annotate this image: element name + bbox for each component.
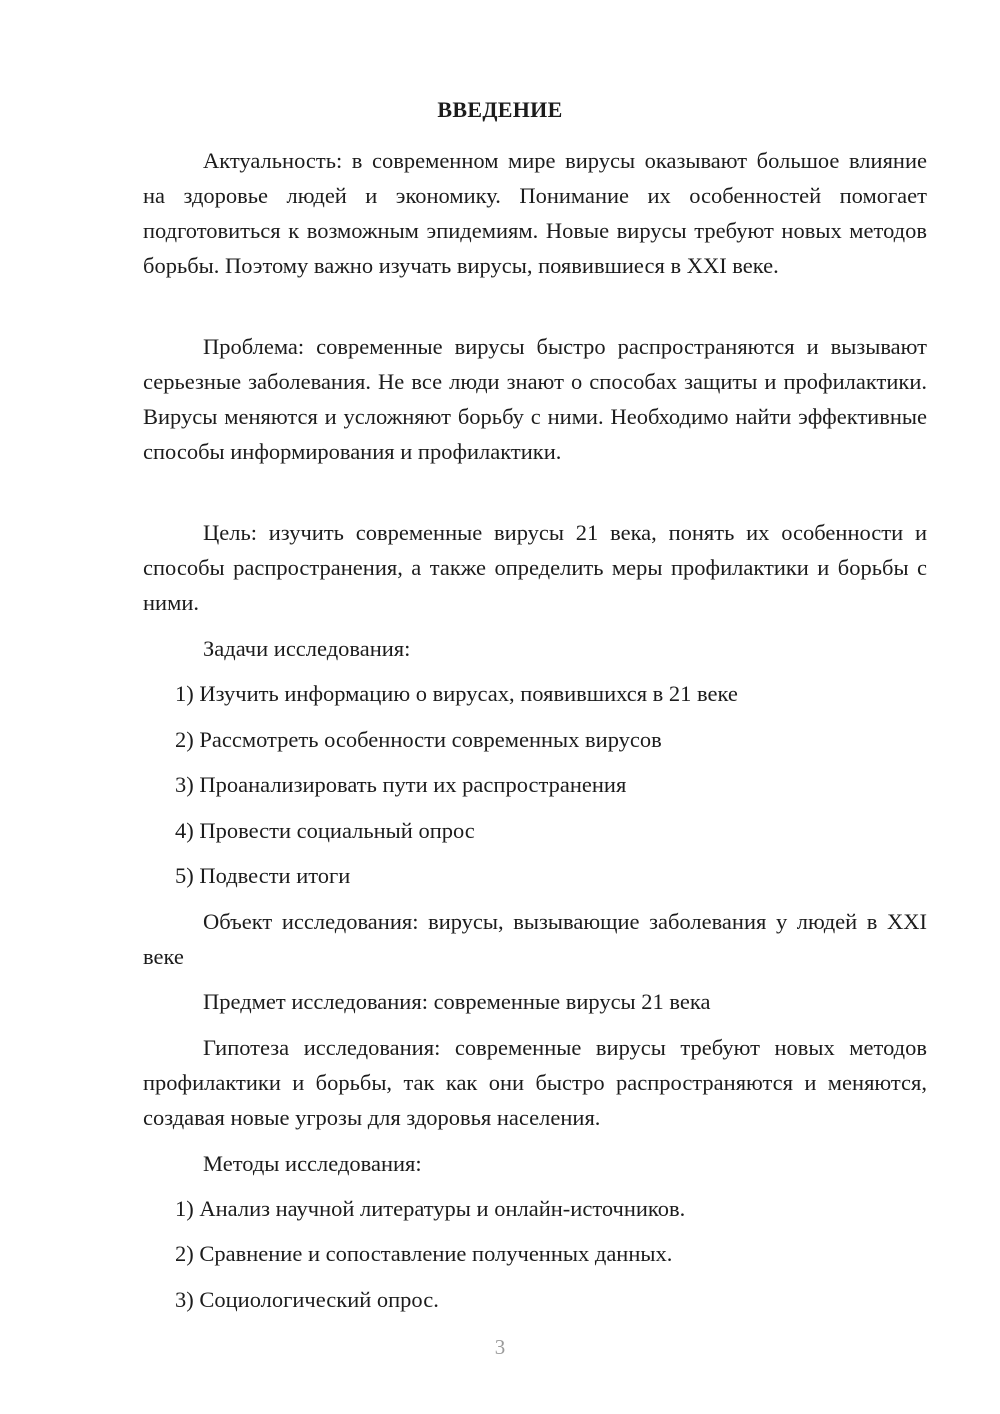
method-item: 3) Социологический опрос. [175, 1287, 439, 1312]
methods-heading: Методы исследования: [203, 1151, 422, 1176]
hypothesis-paragraph [143, 1030, 927, 1135]
tasks-heading: Задачи исследования: [203, 636, 411, 661]
task-item: 4) Провести социальный опрос [175, 818, 475, 843]
object-paragraph [143, 904, 927, 974]
page-title: ВВЕДЕНИЕ [437, 97, 563, 122]
object-text: Объект исследования: вирусы, вызывающие заболевания у людей в XXI веке [143, 909, 927, 969]
task-item: 3) Проанализировать пути их распространения [175, 772, 627, 797]
method-item: 1) Анализ научной литературы и онлайн-источников. [175, 1196, 686, 1221]
relevance-paragraph [143, 143, 927, 283]
subject-text: Предмет исследования: современные вирусы 21 века [203, 989, 711, 1014]
task-item: 1) Изучить информацию о вирусах, появившихся в 21 веке [175, 681, 738, 706]
relevance-text: Актуальность: в современном мире вирусы оказывают большое влияние на здоровье людей и экономику. Понимание их особенностей помогает подготовиться к возможным эпидемиям. Новые вирусы требуют новых методов борьбы. Поэтому важно изучать вирусы, появившиеся в XXI веке. [143, 148, 927, 278]
task-item: 2) Рассмотреть особенности современных вирусов [175, 727, 662, 752]
problem-text: Проблема: современные вирусы быстро распространяются и вызывают серьезные заболевания. Не все люди знают о способах защиты и профилактики. Вирусы меняются и усложняют борьбу с ними. Необходимо найти эффективные способы информирования и профилактики. [143, 334, 927, 464]
method-item: 2) Сравнение и сопоставление полученных данных. [175, 1241, 673, 1266]
hypothesis-text: Гипотеза исследования: современные вирусы требуют новых методов профилактики и борьбы, так как они быстро распространяются и меняются, создавая новые угрозы для здоровья населения. [143, 1035, 927, 1130]
problem-paragraph [143, 329, 927, 469]
goal-paragraph [143, 515, 927, 620]
goal-text: Цель: изучить современные вирусы 21 века, понять их особенности и способы распространения, а также определить меры профилактики и борьбы с ними. [143, 520, 927, 615]
task-item: 5) Подвести итоги [175, 863, 351, 888]
page-number: 3 [494, 1335, 506, 1359]
